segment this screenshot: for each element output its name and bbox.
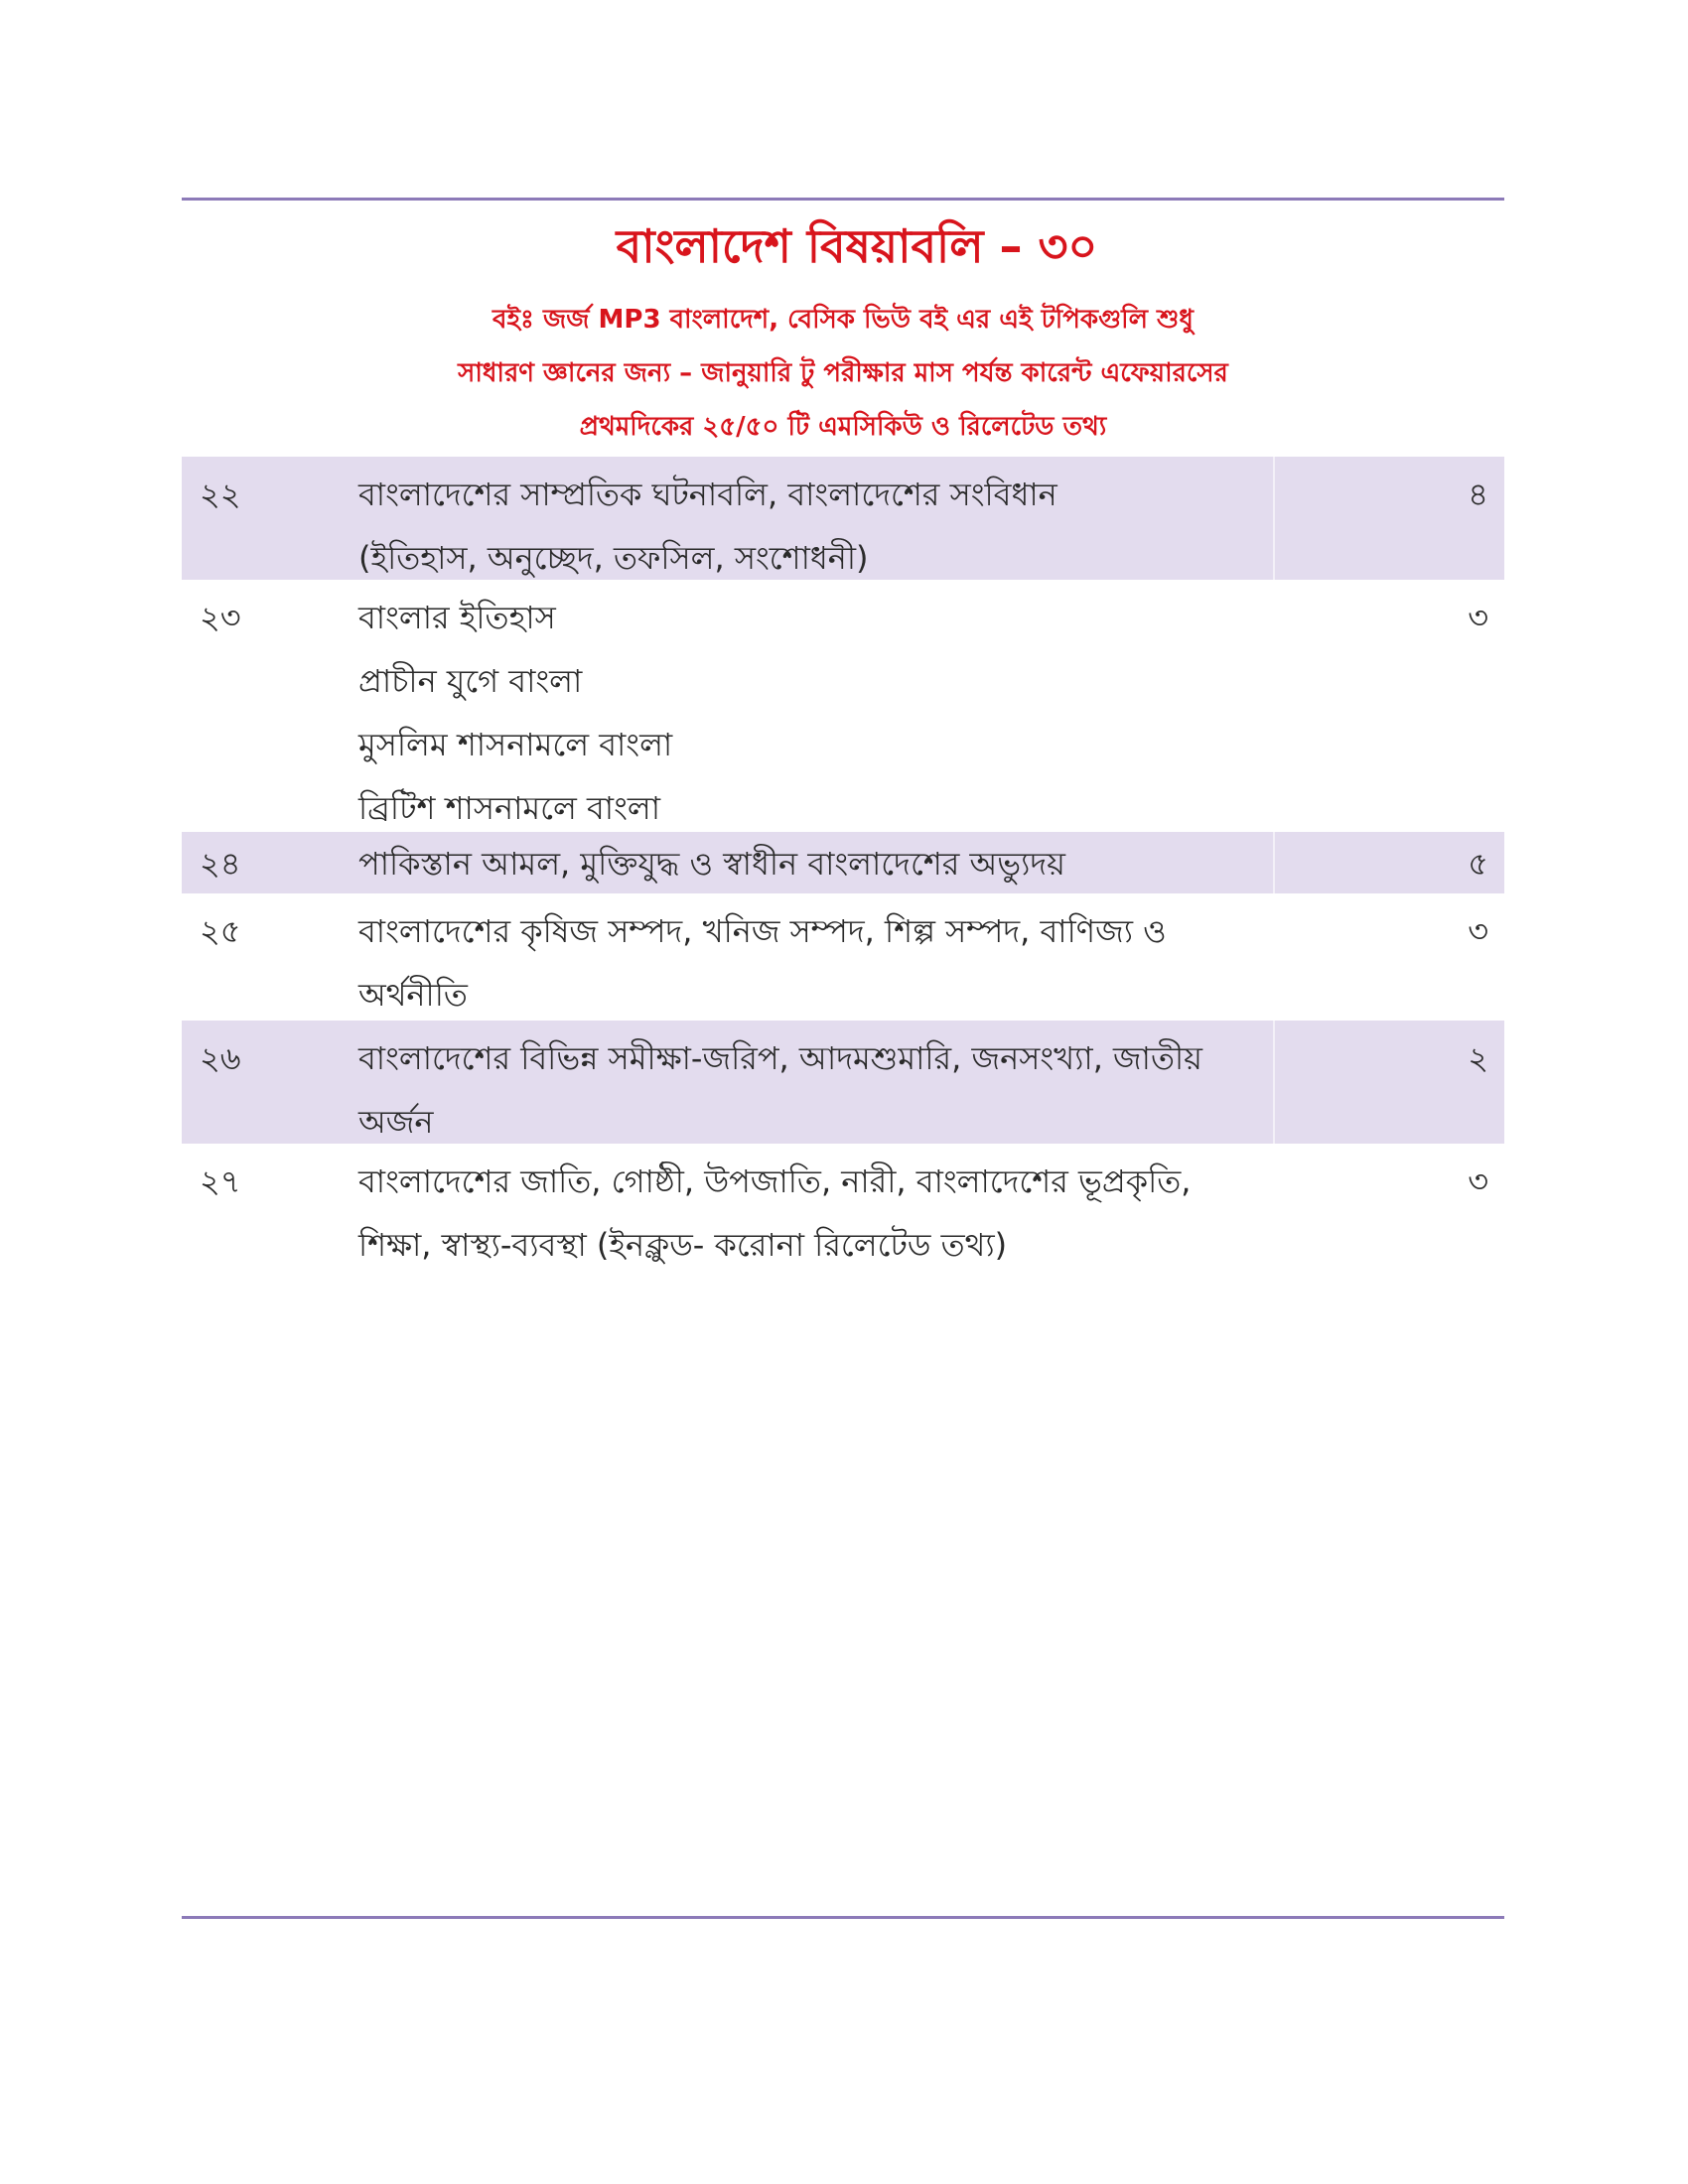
row-marks: ৩	[1468, 599, 1488, 636]
row-number: ২২	[200, 476, 241, 513]
topic-line: প্রাচীন যুগে বাংলা	[358, 662, 583, 700]
topic-line: শিক্ষা, স্বাস্থ্য-ব্যবস্থা (ইনক্লুড- করোনা রিলেটেড তথ্য)	[358, 1226, 1008, 1264]
topic-line: পাকিস্তান আমল, মুক্তিযুদ্ধ ও স্বাধীন বাংলাদেশের অভ্যুদয়	[358, 845, 1066, 883]
row-marks: ৩	[1468, 912, 1488, 950]
topic-line: বাংলাদেশের কৃষিজ সম্পদ, খনিজ সম্পদ, শিল্প সম্পদ, বাণিজ্য ও	[358, 912, 1167, 950]
row-marks: ২	[1468, 1039, 1488, 1077]
row-number: ২৬	[200, 1039, 241, 1077]
topic-line: মুসলিম শাসনামলে বাংলা	[358, 726, 673, 763]
topic-line: (ইতিহাস, অনুচ্ছেদ, তফসিল, সংশোধনী)	[358, 539, 869, 577]
topic-line: বাংলার ইতিহাস	[358, 599, 556, 636]
row-number: ২৫	[200, 912, 241, 950]
top-divider	[182, 198, 1504, 201]
subtitle-line: সাধারণ জ্ঞানের জন্য – জানুয়ারি টু পরীক্ষার মাস পর্যন্ত কারেন্ট এফেয়ারসের	[458, 358, 1228, 388]
topic-line: বাংলাদেশের জাতি, গোষ্ঠী, উপজাতি, নারী, বাংলাদেশের ভূপ্রকৃতি,	[358, 1162, 1192, 1200]
table-row	[182, 580, 1504, 832]
table-row	[182, 893, 1504, 1021]
topic-line: বাংলাদেশের বিভিন্ন সমীক্ষা-জরিপ, আদমশুমারি, জনসংখ্যা, জাতীয়	[358, 1039, 1202, 1077]
row-topic	[336, 586, 1348, 840]
page-title: বাংলাদেশ বিষয়াবলি – ৩০	[616, 219, 1098, 273]
table-row	[182, 457, 1504, 580]
row-marks: ৫	[1468, 845, 1488, 883]
row-topic	[336, 899, 1348, 1026]
topic-line: অর্থনীতি	[358, 976, 468, 1014]
row-number: ২৩	[200, 599, 241, 636]
subtitle-line: বইঃ জর্জ MP3 বাংলাদেশ, বেসিক ভিউ বই এর এই টপিকগুলি শুধু	[492, 305, 1194, 335]
table-row	[182, 1021, 1504, 1144]
topic-line: বাংলাদেশের সাম্প্রতিক ঘটনাবলি, বাংলাদেশের সংবিধান	[358, 476, 1057, 513]
row-topic	[336, 1026, 1348, 1154]
row-marks: ৩	[1468, 1162, 1488, 1200]
row-number: ২৪	[200, 845, 241, 883]
topic-line: অর্জন	[358, 1103, 434, 1141]
row-topic	[336, 463, 1348, 590]
row-number: ২৭	[200, 1162, 241, 1200]
syllabus-table	[182, 457, 1504, 1273]
page-header	[182, 213, 1504, 454]
bottom-divider	[182, 1916, 1504, 1919]
row-topic	[336, 1150, 1348, 1277]
row-topic	[336, 832, 1348, 895]
row-marks: ৪	[1468, 476, 1488, 513]
subtitle-line: প্রথমদিকের ২৫/৫০ টি এমসিকিউ ও রিলেটেড তথ্য	[579, 412, 1107, 442]
table-row	[182, 832, 1504, 893]
table-row	[182, 1144, 1504, 1273]
topic-line: ব্রিটিশ শাসনামলে বাংলা	[358, 789, 660, 827]
